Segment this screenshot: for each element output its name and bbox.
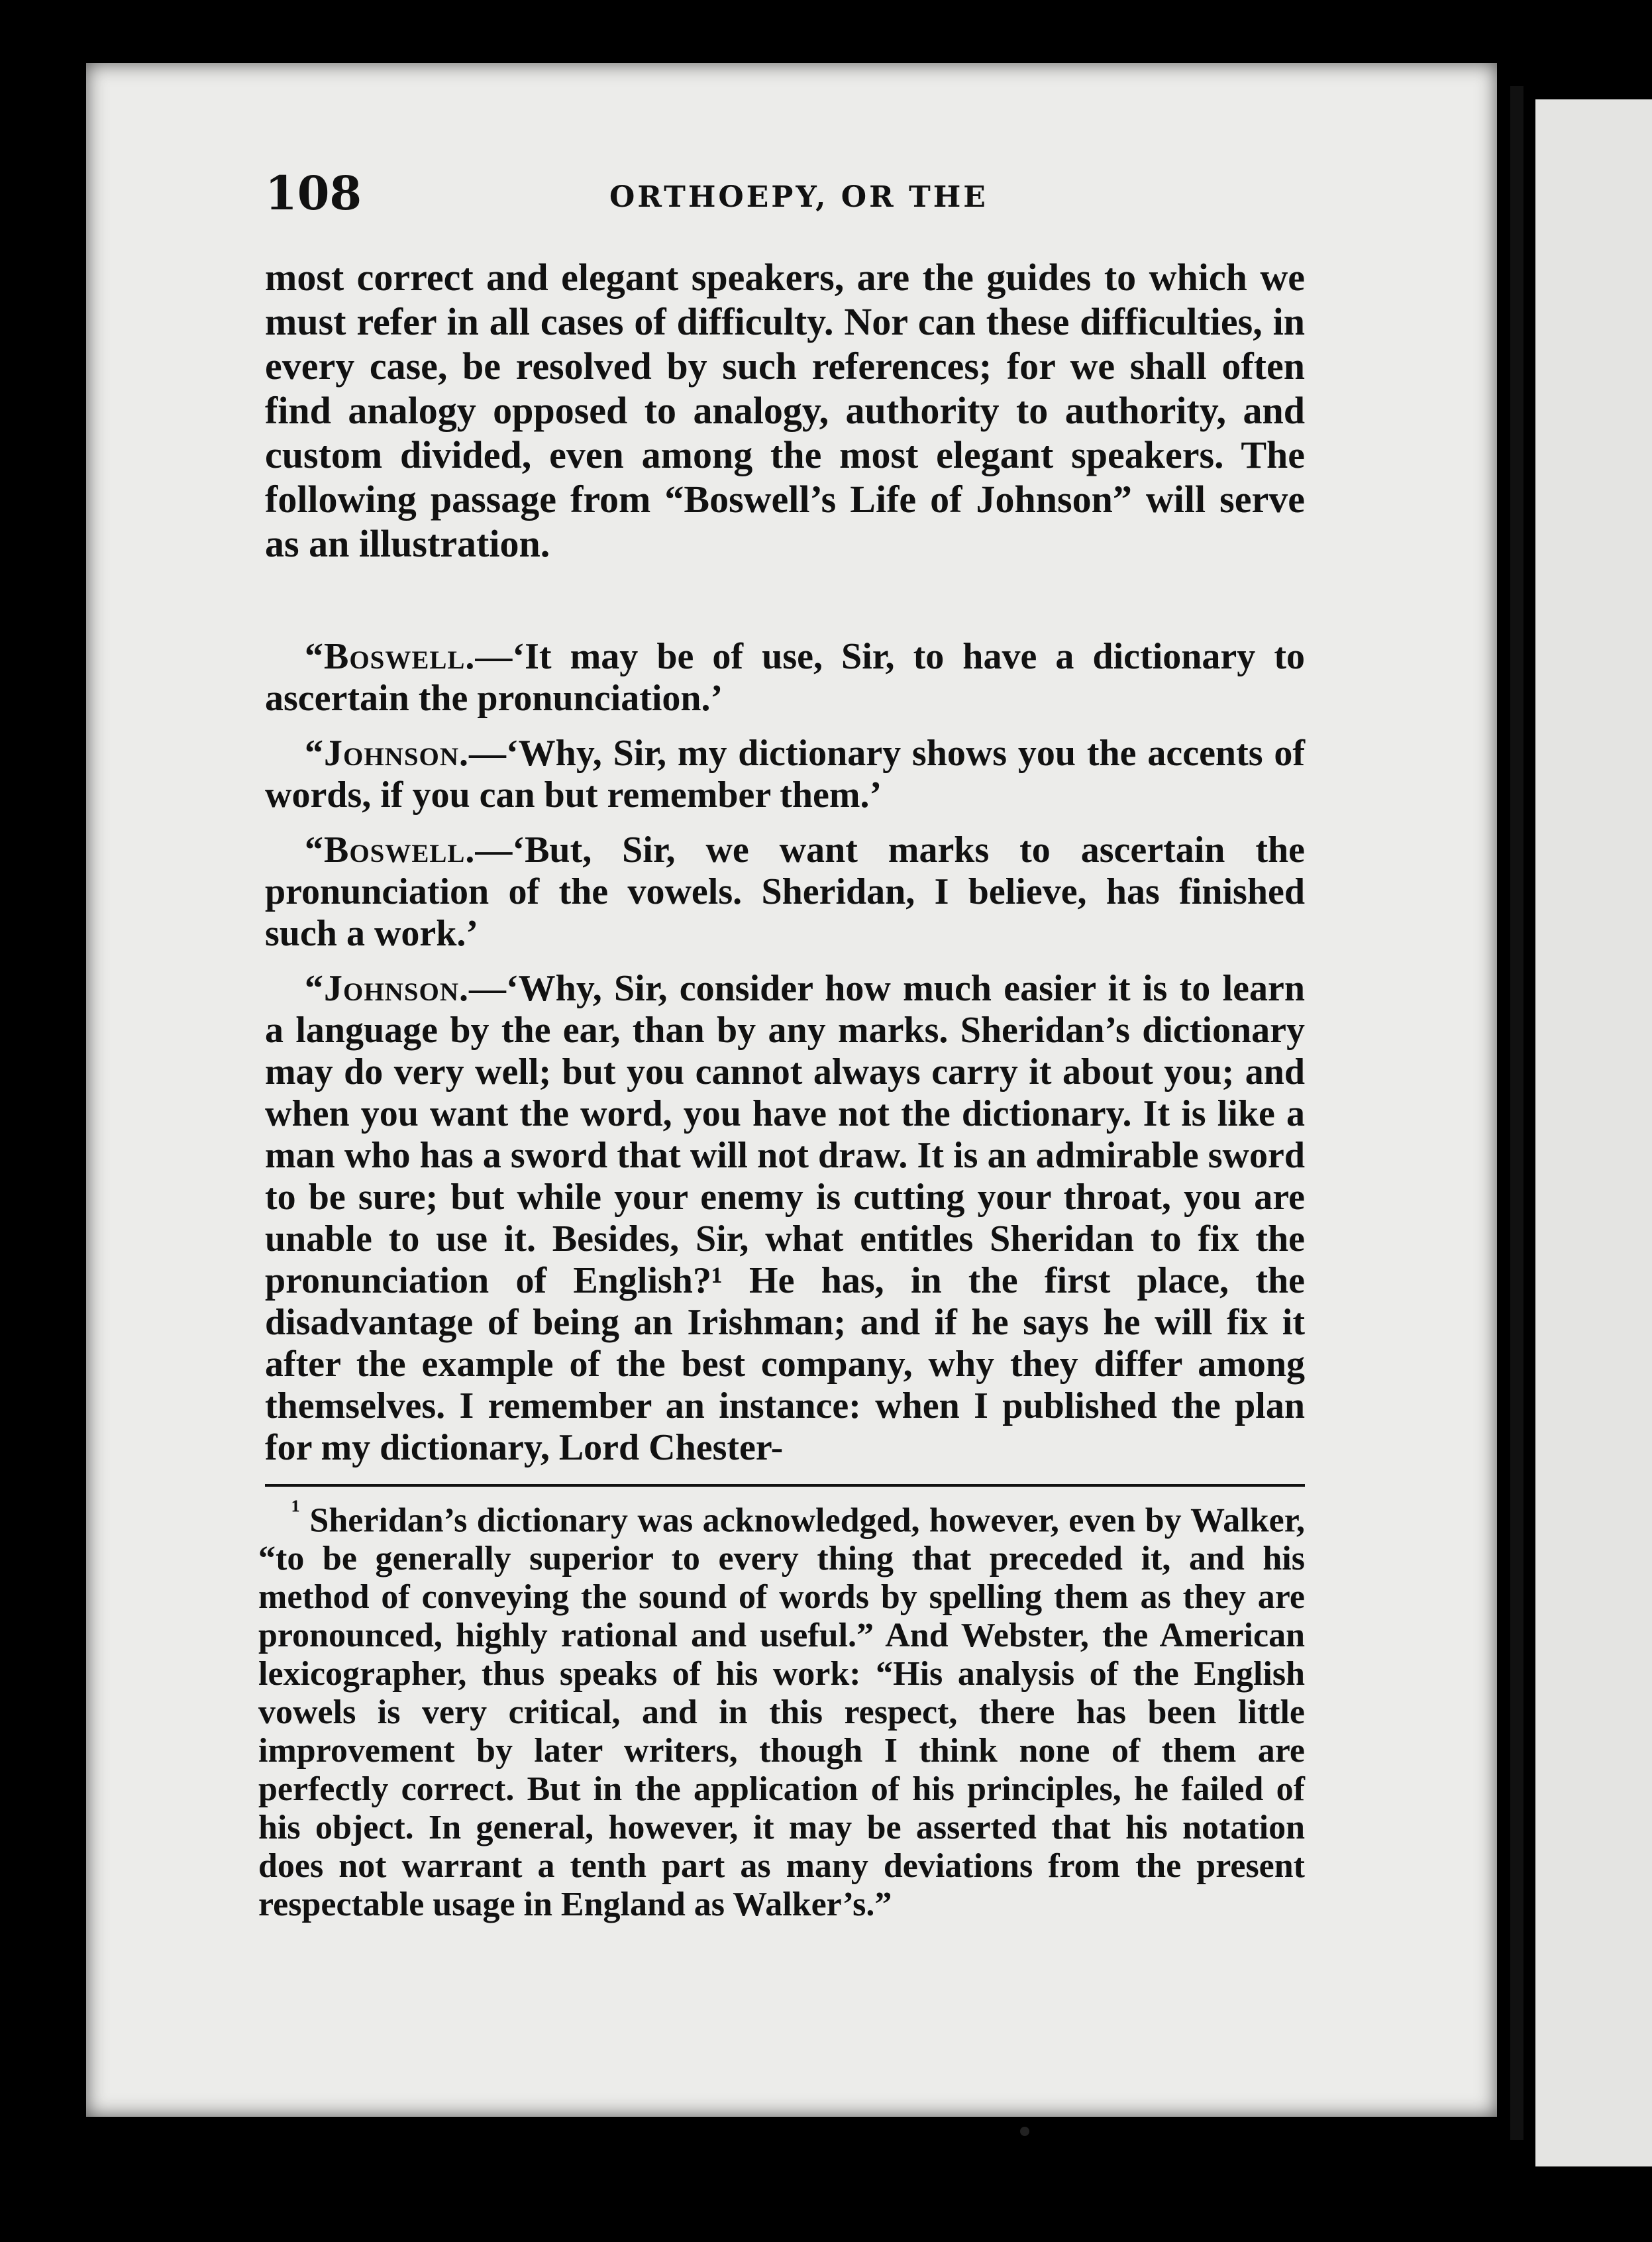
speaker-name: “Boswell. [305,829,476,871]
paragraph-text: most correct and elegant speakers, are the guides to which we must refer in all cases of difficulty. Nor can these difficulties, in every case, be resolved by such references; for we shall often find analogy opposed to analogy, authority to authority, and custom divided, even among the most elegant speakers. The following passage from “Boswell’s Life of Johnson” will serve as an illustration. [265,256,1305,565]
dialogue-text: —‘But, Sir, we want marks to ascertain the pronunciation of the vowels. Sheridan, I believe, has finished such a work.’ [265,829,1305,954]
print-speck [1020,2127,1029,2136]
page-gutter [1510,86,1523,2140]
footnote [258,1491,1305,1924]
footnote-marker: ¹ [291,1494,300,1526]
footnote-text [258,1491,1305,1924]
dialogue-text: —‘Why, Sir, my dictionary shows you the accents of words, if you can but remember them.’ [265,733,1305,816]
main-paragraph [265,255,1305,566]
dialogue-text: —‘It may be of use, Sir, to have a dictionary to ascertain the pronunciation.’ [265,636,1305,719]
running-title: ORTHOEPY, OR THE [609,180,988,214]
page-number: 108 [265,166,362,221]
footnote-body: Sheridan’s dictionary was acknowledged, however, even by Walker, “to be generally superior to every thing that preceded it, and his method of conveying the sound of words by spelling them as they are pronounced, highly rational and useful.” And Webster, the American lexicographer, thus speaks of his work: “His analysis of the English vowels is very critical, and in this respect, there has been little improvement by later writers, though I think none of them are perfectly correct. But in the application of his principles, he failed of his object. In general, however, it may be asserted that his notation does not warrant a tenth part as many deviations from the present respectable usage in England as Walker’s.” [258,1501,1306,1924]
speaker-name: “Boswell. [305,636,476,677]
dialogue-line [265,733,1305,816]
facing-page-edge [1535,99,1652,2166]
dialogue-block [265,636,1305,1482]
footnote-divider [265,1484,1305,1487]
dialogue-line [265,968,1305,1469]
page-header [265,166,1325,225]
dialogue-line [265,636,1305,720]
dialogue-line [265,829,1305,955]
speaker-name: “Johnson. [305,733,470,774]
dialogue-text: —‘Why, Sir, consider how much easier it is to learn a language by the ear, than by any marks. Sheridan’s dictionary may do very well; but you cannot always carry it about you; and when you want the word, you have not the dictionary. It is like a man who has a sword that will not draw. It is an admirable sword to be sure; but while your enemy is cutting your throat, you are unable to use it. Besides, Sir, what entitles Sheridan to fix the pronunciation of English?¹ He has, in the first place, the disadvantage of being an Irishman; and if he says he will fix it after the example of the best company, why they differ among themselves. I remember an instance: when I published the plan for my dictionary, Lord Chester- [265,968,1305,1468]
speaker-name: “Johnson. [305,968,470,1009]
